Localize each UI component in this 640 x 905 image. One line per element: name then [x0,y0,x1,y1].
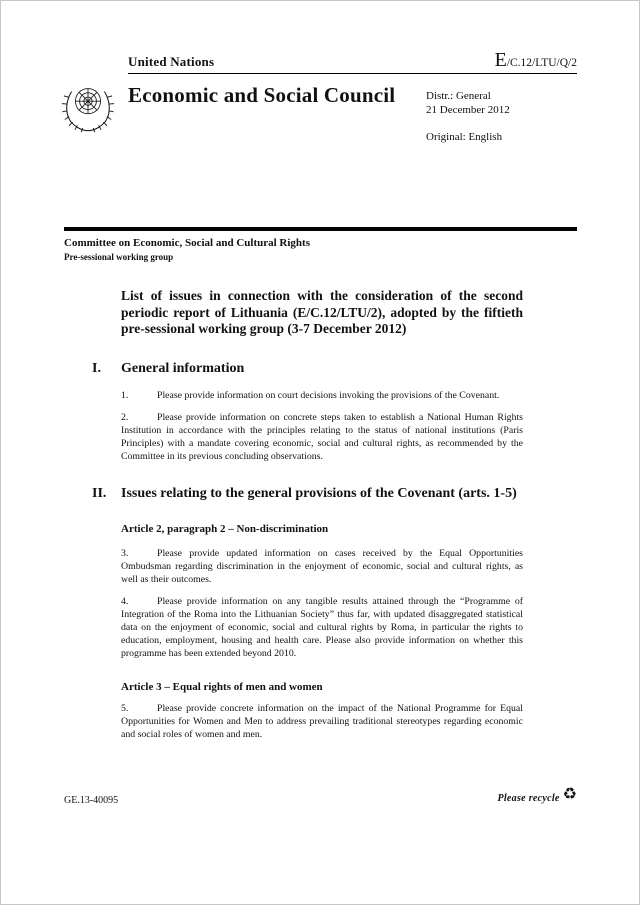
document-title: List of issues in connection with the consideration of the second periodic report of Lithuania (E/C.12/LTU/2), adopted by the fiftieth pre-sessional working group (3-7 December 2012) [121,288,523,336]
un-emblem-icon [59,75,117,137]
paragraph [121,547,523,586]
section-general-provisions [64,485,523,741]
section-heading [92,485,523,502]
section-heading-text: General information [121,360,245,376]
document-symbol-initial: E [494,49,507,71]
article-subheading: Article 2, paragraph 2 – Non-discrimination [121,522,329,535]
please-recycle-label: Please recycle [497,792,560,804]
committee-name: Committee on Economic, Social and Cultural Rights [64,237,310,249]
document-body [64,237,523,741]
section-general-information [64,360,523,463]
section-divider-bar [64,227,577,231]
section-heading-text: Issues relating to the general provisions of the Covenant (arts. 1-5) [121,485,517,501]
council-title: Economic and Social Council [128,83,396,107]
footer-doc-number: GE.13-40095 [64,795,119,806]
recycle-icon: ♻ [562,786,577,803]
section-numeral: I. [92,360,101,376]
paragraph-text: Please provide information on any tangible results attained through the “Programme of Integration of the Roma into the Lithuanian Society” thus far, with updated disaggregated statistical data on the enjoyment of economic, social and cultural rights by Roma, in particular the rights to education, employment, housing and health care. Please also provide information on whether this programme has been extended beyond 2010. [121,595,523,659]
article-subheading: Article 3 – Equal rights of men and women [121,680,323,693]
distribution-block [426,89,510,144]
working-group-name: Pre-sessional working group [64,252,174,262]
paragraph-text: Please provide updated information on cases received by the Equal Opportunities Ombudsman regarding discrimination in the enjoyment of economic, social and cultural rights, as well as their outcomes. [121,547,523,585]
paragraph [121,411,523,463]
footer-recycle [497,786,577,806]
document-symbol [495,49,577,72]
org-name: United Nations [128,54,215,69]
paragraph [121,389,523,402]
paragraph [121,702,523,741]
header-row [128,49,577,72]
paragraph-text: Please provide information on court decisions invoking the provisions of the Covenant. [157,389,500,401]
paragraph-number: 2. [121,411,129,423]
paragraph-number: 1. [121,389,129,401]
section-heading [92,360,523,377]
paragraph-number: 3. [121,547,129,559]
section-numeral: II. [92,485,107,501]
distr-line: Distr.: General [426,90,491,102]
paragraph-number: 5. [121,702,129,714]
paragraph-number: 4. [121,595,129,607]
paragraph-text: Please provide concrete information on the impact of the National Programme for Equal Opportunities for Women and Men to address prevailing traditional stereotypes regarding economic and social roles of women and men. [121,702,523,740]
original-language-line: Original: English [426,131,503,143]
date-line: 21 December 2012 [426,104,510,116]
document-symbol-rest: /C.12/LTU/Q/2 [506,57,577,69]
header-divider [128,73,577,74]
paragraph [121,595,523,660]
paragraph-text: Please provide information on concrete steps taken to establish a National Human Rights Institution in accordance with the principles relating to the status of national institutions (Paris Principles) with a mandate covering economic, social and cultural rights, as recommended by the Committee in its previous concluding observations. [121,411,523,462]
